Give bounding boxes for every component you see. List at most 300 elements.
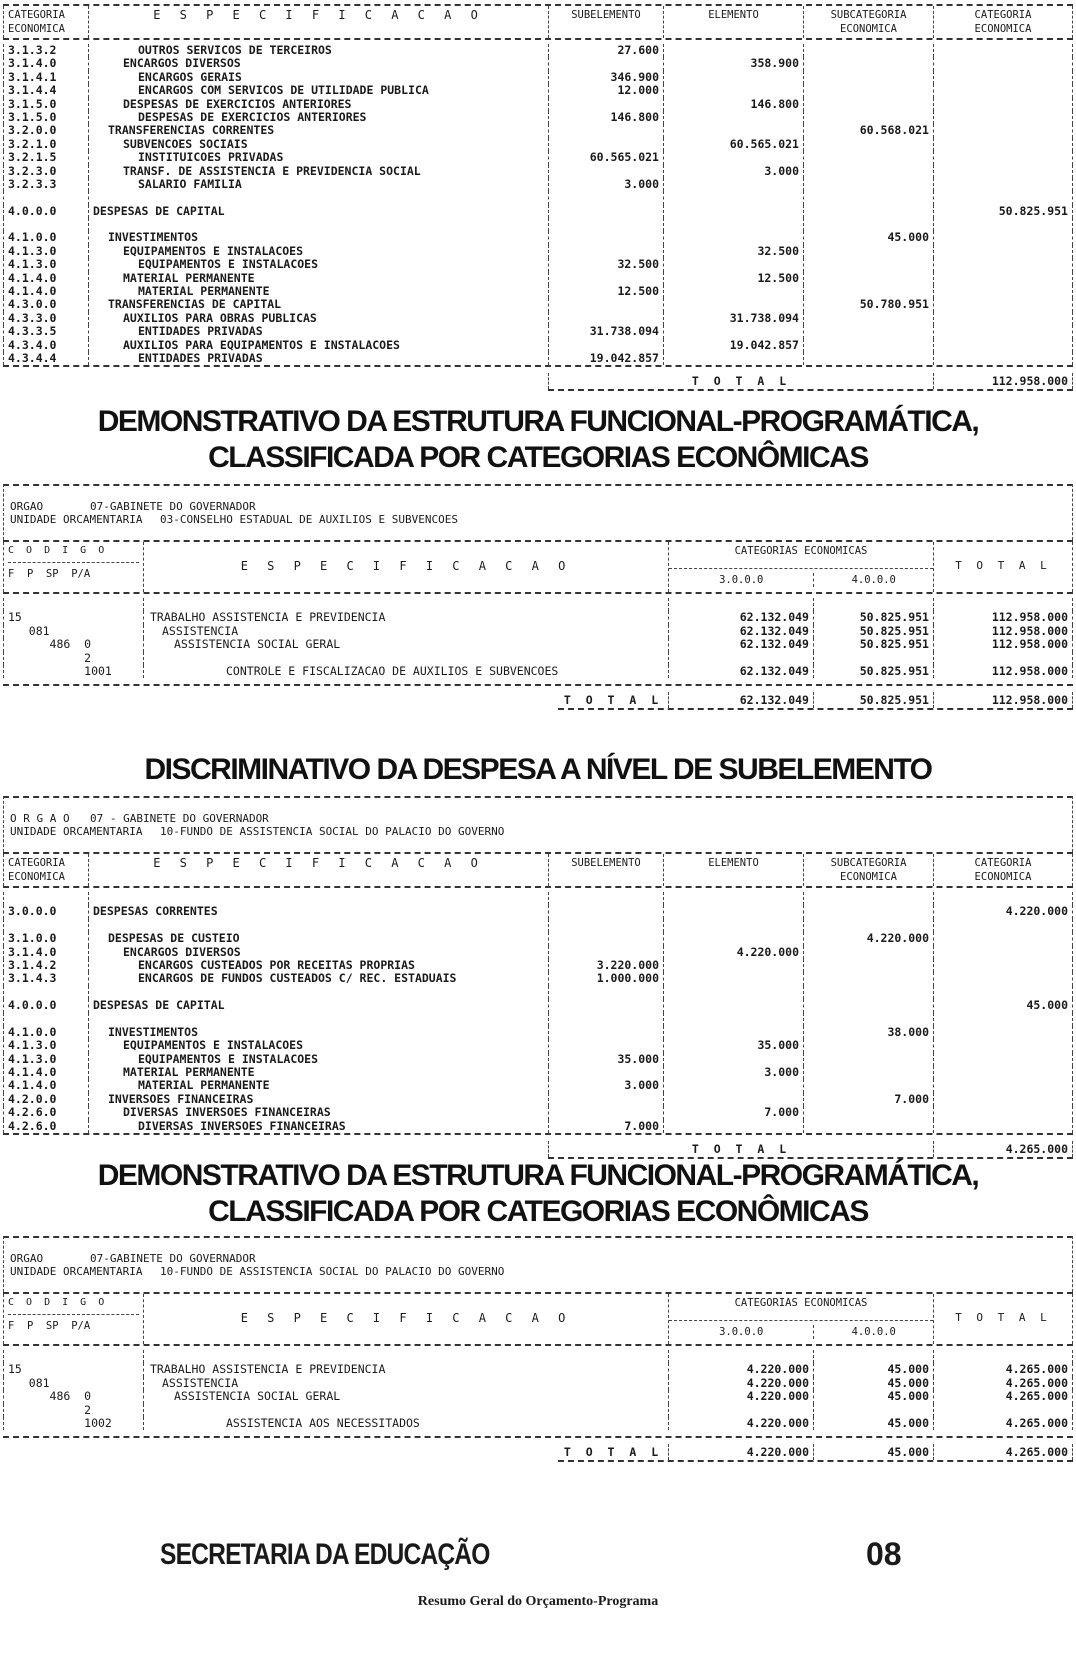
- header-codigo: C O D I G O: [8, 1297, 108, 1308]
- categoria-cell: [933, 339, 1073, 352]
- subcategoria-cell: [803, 1013, 933, 1026]
- spec-cell: ENTIDADES PRIVADAS: [88, 325, 548, 338]
- cat-3000-cell: [668, 1404, 813, 1417]
- categoria-cell: [933, 1026, 1073, 1039]
- subcategoria-cell: [803, 111, 933, 124]
- subcategoria-cell: [803, 905, 933, 918]
- cat-4000-cell: 45.000: [813, 1390, 933, 1403]
- subelemento-cell: [548, 218, 663, 231]
- categoria-cell: [933, 98, 1073, 111]
- subelemento-cell: 3.220.000: [548, 959, 663, 972]
- categoria-cell: [933, 959, 1073, 972]
- header-total: T O T A L: [933, 1294, 1073, 1344]
- table-row: [3, 1093, 1073, 1106]
- table-row: [3, 339, 1073, 352]
- code-cell: [3, 1013, 88, 1026]
- code-cell: 1002: [3, 1417, 143, 1430]
- cat-4000-cell: 45.000: [813, 1417, 933, 1430]
- cat-3000-cell: 4.220.000: [668, 1377, 813, 1390]
- spec-cell: DESPESAS DE EXERCICIOS ANTERIORES: [88, 98, 548, 111]
- header-code-columns: F P SP P/A: [8, 1314, 139, 1333]
- spec-cell: EQUIPAMENTOS E INSTALACOES: [88, 1053, 548, 1066]
- spec-cell: AUXILIOS PARA OBRAS PUBLICAS: [88, 312, 548, 325]
- elemento-cell: [663, 218, 803, 231]
- table-row: [3, 946, 1073, 959]
- subcategoria-cell: [803, 1120, 933, 1133]
- categoria-cell: [933, 258, 1073, 271]
- subcategoria-cell: 4.220.000: [803, 932, 933, 945]
- cat-3000-cell: [668, 598, 813, 611]
- spec-cell: DESPESAS DE CAPITAL: [88, 205, 548, 218]
- spec-cell: [143, 1350, 668, 1363]
- categoria-cell: [933, 44, 1073, 57]
- header-subelemento: SUBELEMENTO: [548, 854, 663, 886]
- elemento-cell: [663, 1053, 803, 1066]
- subelemento-cell: 12.500: [548, 285, 663, 298]
- table-row: [3, 205, 1073, 218]
- subcategoria-cell: [803, 98, 933, 111]
- spec-cell: DIVERSAS INVERSOES FINANCEIRAS: [88, 1120, 548, 1133]
- table-header: [3, 540, 1073, 594]
- table-row: [3, 1363, 1073, 1376]
- unit-info: [3, 484, 1073, 540]
- title-line: CLASSIFICADA POR CATEGORIAS ECONÔMICAS: [208, 441, 868, 474]
- subelemento-cell: 35.000: [548, 1053, 663, 1066]
- total-row: [548, 373, 1073, 391]
- elemento-cell: 60.565.021: [663, 138, 803, 151]
- categoria-cell: [933, 1093, 1073, 1106]
- table-row: [3, 932, 1073, 945]
- code-cell: 3.1.3.2: [3, 44, 88, 57]
- total-cell: 4.265.000: [933, 1377, 1073, 1390]
- code-cell: 4.2.6.0: [3, 1120, 88, 1133]
- table-row: [3, 905, 1073, 918]
- elemento-cell: [663, 1120, 803, 1133]
- functional-table-conselho: [3, 484, 1073, 710]
- categoria-cell: [933, 919, 1073, 932]
- spec-cell: INVERSOES FINANCEIRAS: [88, 1093, 548, 1106]
- subelemento-cell: [548, 98, 663, 111]
- table-row: [3, 218, 1073, 231]
- code-cell: 4.3.4.0: [3, 339, 88, 352]
- section-title-discriminativo: [0, 752, 1076, 788]
- subcategoria-cell: [803, 892, 933, 905]
- categoria-cell: 45.000: [933, 999, 1073, 1012]
- cat-4000-cell: 50.825.951: [813, 611, 933, 624]
- code-cell: 3.0.0.0: [3, 905, 88, 918]
- header-elemento: ELEMENTO: [663, 6, 803, 38]
- code-cell: 4.1.3.0: [3, 1053, 88, 1066]
- spec-cell: [88, 986, 548, 999]
- orgao-value: 07-GABINETE DO GOVERNADOR: [90, 1252, 256, 1265]
- spec-cell: DESPESAS DE EXERCICIOS ANTERIORES: [88, 111, 548, 124]
- total-label: T O T A L: [563, 693, 663, 708]
- header-3000: 3.0.0.0: [719, 1326, 764, 1338]
- spec-cell: SALARIO FAMILIA: [88, 178, 548, 191]
- table-row: [3, 892, 1073, 905]
- table-row: [3, 1417, 1073, 1430]
- spec-cell: MATERIAL PERMANENTE: [88, 1079, 548, 1092]
- elemento-cell: [663, 44, 803, 57]
- code-cell: 3.1.0.0: [3, 932, 88, 945]
- spec-cell: EQUIPAMENTOS E INSTALACOES: [88, 1039, 548, 1052]
- code-cell: 3.2.3.0: [3, 165, 88, 178]
- code-cell: 3.1.5.0: [3, 98, 88, 111]
- elemento-cell: 4.220.000: [663, 946, 803, 959]
- elemento-cell: [663, 84, 803, 97]
- title-line: DEMONSTRATIVO DA ESTRUTURA FUNCIONAL-PROGRAMÁTICA,: [97, 1159, 979, 1192]
- table-row: [3, 191, 1073, 204]
- categoria-cell: [933, 272, 1073, 285]
- table-row: [3, 285, 1073, 298]
- unidade-value: 10-FUNDO DE ASSISTENCIA SOCIAL DO PALACIO DO GOVERNO: [160, 1265, 505, 1278]
- unidade-label: UNIDADE ORCAMENTARIA: [10, 825, 143, 838]
- categoria-cell: [933, 972, 1073, 985]
- subcategoria-cell: 50.780.951: [803, 298, 933, 311]
- spec-cell: DESPESAS DE CAPITAL: [88, 999, 548, 1012]
- footer-subtitle: Resumo Geral do Orçamento-Programa: [417, 1594, 659, 1609]
- unidade-value: 10-FUNDO DE ASSISTENCIA SOCIAL DO PALACIO DO GOVERNO: [160, 825, 505, 838]
- total-cell: 4.265.000: [933, 1390, 1073, 1403]
- code-cell: 4.0.0.0: [3, 205, 88, 218]
- subcategoria-cell: 60.568.021: [803, 124, 933, 137]
- subelemento-cell: 60.565.021: [548, 151, 663, 164]
- elemento-cell: 12.500: [663, 272, 803, 285]
- elemento-cell: [663, 999, 803, 1012]
- header-categorias-economicas: CATEGORIAS ECONOMICAS: [734, 1297, 868, 1309]
- header-economica: ECONOMICA: [974, 23, 1032, 35]
- spec-cell: ASSISTENCIA: [143, 625, 668, 638]
- orgao-label: ORGAO: [10, 1252, 44, 1265]
- categoria-cell: [933, 1066, 1073, 1079]
- elemento-cell: [663, 892, 803, 905]
- table-row: [3, 1079, 1073, 1092]
- subelement-table-fundo: [3, 796, 1073, 1159]
- total-cell: [933, 1404, 1073, 1417]
- categoria-cell: [933, 178, 1073, 191]
- code-cell: 3.2.0.0: [3, 124, 88, 137]
- total-label: T O T A L: [563, 1445, 663, 1460]
- spec-cell: ASSISTENCIA: [143, 1377, 668, 1390]
- total-cell: 112.958.000: [933, 625, 1073, 638]
- code-cell: 4.1.0.0: [3, 231, 88, 244]
- categoria-cell: [933, 191, 1073, 204]
- categoria-cell: [933, 932, 1073, 945]
- table-row: [3, 138, 1073, 151]
- subcategoria-cell: [803, 218, 933, 231]
- subcategoria-cell: [803, 71, 933, 84]
- total-value: 4.265.000: [933, 1444, 1073, 1460]
- subelemento-cell: [548, 892, 663, 905]
- spec-cell: INVESTIMENTOS: [88, 1026, 548, 1039]
- subcategoria-cell: [803, 1066, 933, 1079]
- table-row: [3, 178, 1073, 191]
- table-row: [3, 1066, 1073, 1079]
- categoria-cell: [933, 312, 1073, 325]
- code-cell: [3, 1350, 143, 1363]
- spec-cell: TRABALHO ASSISTENCIA E PREVIDENCIA: [143, 1363, 668, 1376]
- spec-cell: SUBVENCOES SOCIAIS: [88, 138, 548, 151]
- subelemento-cell: 32.500: [548, 258, 663, 271]
- table-row: [3, 665, 1073, 678]
- subelemento-cell: 12.000: [548, 84, 663, 97]
- subcategoria-cell: [803, 312, 933, 325]
- table-row: [3, 1404, 1073, 1417]
- table-row: [3, 919, 1073, 932]
- subcategoria-cell: [803, 138, 933, 151]
- subelemento-cell: 146.800: [548, 111, 663, 124]
- subcategoria-cell: [803, 919, 933, 932]
- code-cell: 15: [3, 1363, 143, 1376]
- spec-cell: MATERIAL PERMANENTE: [88, 1066, 548, 1079]
- cat-3000-cell: 62.132.049: [668, 638, 813, 651]
- subelemento-cell: 3.000: [548, 178, 663, 191]
- elemento-cell: [663, 285, 803, 298]
- spec-cell: DESPESAS CORRENTES: [88, 905, 548, 918]
- categoria-cell: [933, 165, 1073, 178]
- secretaria-number: 08: [866, 1536, 902, 1572]
- table-row: [3, 98, 1073, 111]
- spec-cell: [88, 191, 548, 204]
- cat-3000-cell: [668, 652, 813, 665]
- subelemento-cell: [548, 231, 663, 244]
- subcategoria-cell: [803, 84, 933, 97]
- code-cell: 3.2.3.3: [3, 178, 88, 191]
- spec-cell: [143, 598, 668, 611]
- table-row: [3, 1013, 1073, 1026]
- subcategoria-cell: [803, 44, 933, 57]
- table-row: [3, 231, 1073, 244]
- spec-cell: ASSISTENCIA AOS NECESSITADOS: [143, 1417, 668, 1430]
- total-4000: 45.000: [813, 1444, 933, 1460]
- code-cell: 3.1.5.0: [3, 111, 88, 124]
- elemento-cell: [663, 919, 803, 932]
- table-row: [3, 298, 1073, 311]
- elemento-cell: [663, 151, 803, 164]
- header-code-columns: F P SP P/A: [8, 562, 139, 581]
- header-categoria: CATEGORIA: [974, 9, 1032, 21]
- categoria-cell: [933, 298, 1073, 311]
- subelemento-cell: [548, 946, 663, 959]
- table-header: [3, 852, 1073, 888]
- title-line: DEMONSTRATIVO DA ESTRUTURA FUNCIONAL-PROGRAMÁTICA,: [97, 405, 979, 438]
- spec-cell: ENCARGOS DIVERSOS: [88, 946, 548, 959]
- subelemento-cell: [548, 312, 663, 325]
- categoria-cell: [933, 1053, 1073, 1066]
- elemento-cell: [663, 1013, 803, 1026]
- code-cell: 3.1.4.4: [3, 84, 88, 97]
- subcategoria-cell: [803, 972, 933, 985]
- categoria-cell: [933, 1079, 1073, 1092]
- functional-table-fundo: [3, 1236, 1073, 1462]
- table-row: [3, 71, 1073, 84]
- elemento-cell: [663, 111, 803, 124]
- table-row: [3, 1390, 1073, 1403]
- categoria-cell: [933, 151, 1073, 164]
- orgao-value: 07-GABINETE DO GOVERNADOR: [90, 500, 256, 513]
- subcategoria-cell: [803, 339, 933, 352]
- table-row: [3, 84, 1073, 97]
- table-row: [3, 625, 1073, 638]
- header-elemento: ELEMENTO: [663, 854, 803, 886]
- code-cell: 4.1.3.0: [3, 245, 88, 258]
- categoria-cell: [933, 1039, 1073, 1052]
- table-row: [3, 258, 1073, 271]
- subcategoria-cell: [803, 245, 933, 258]
- code-cell: 4.3.0.0: [3, 298, 88, 311]
- subelemento-cell: [548, 999, 663, 1012]
- code-cell: 4.1.4.0: [3, 1066, 88, 1079]
- elemento-cell: 31.738.094: [663, 312, 803, 325]
- header-especificacao: E S P E C I F I C A C A O: [143, 542, 668, 592]
- cat-3000-cell: 4.220.000: [668, 1390, 813, 1403]
- elemento-cell: [663, 1026, 803, 1039]
- subcategoria-cell: [803, 258, 933, 271]
- table-row: [3, 272, 1073, 285]
- code-cell: 4.1.4.0: [3, 1079, 88, 1092]
- header-economica: ECONOMICA: [8, 23, 65, 35]
- total-value: 112.958.000: [933, 373, 1073, 389]
- subelemento-cell: [548, 905, 663, 918]
- subcategoria-cell: [803, 205, 933, 218]
- subelemento-cell: [548, 124, 663, 137]
- subelemento-cell: [548, 1026, 663, 1039]
- table-row: [3, 124, 1073, 137]
- categoria-cell: [933, 138, 1073, 151]
- spec-cell: [88, 892, 548, 905]
- subcategoria-cell: 38.000: [803, 1026, 933, 1039]
- categoria-cell: [933, 1120, 1073, 1133]
- categoria-cell: 50.825.951: [933, 205, 1073, 218]
- cat-4000-cell: [813, 1350, 933, 1363]
- elemento-cell: [663, 325, 803, 338]
- elemento-cell: 3.000: [663, 165, 803, 178]
- elemento-cell: 35.000: [663, 1039, 803, 1052]
- table-row: [3, 151, 1073, 164]
- spec-cell: MATERIAL PERMANENTE: [88, 272, 548, 285]
- subelemento-cell: [548, 932, 663, 945]
- elemento-cell: [663, 1093, 803, 1106]
- table-row: [3, 352, 1073, 365]
- table-row: [3, 325, 1073, 338]
- header-especificacao: E S P E C I F I C A C A O: [88, 6, 548, 38]
- subcategoria-cell: [803, 57, 933, 70]
- cat-4000-cell: [813, 652, 933, 665]
- categoria-cell: [933, 245, 1073, 258]
- elemento-cell: 32.500: [663, 245, 803, 258]
- code-cell: 3.1.4.2: [3, 959, 88, 972]
- code-cell: 4.2.0.0: [3, 1093, 88, 1106]
- categoria-cell: [933, 1106, 1073, 1119]
- elemento-cell: [663, 191, 803, 204]
- header-subelemento: SUBELEMENTO: [548, 6, 663, 38]
- title-line: DISCRIMINATIVO DA DESPESA A NÍVEL DE SUBELEMENTO: [144, 753, 932, 786]
- header-especificacao: E S P E C I F I C A C A O: [143, 1294, 668, 1344]
- spec-cell: ENTIDADES PRIVADAS: [88, 352, 548, 365]
- cat-3000-cell: [668, 1350, 813, 1363]
- table-row: [3, 652, 1073, 665]
- categoria-cell: [933, 57, 1073, 70]
- spec-cell: INVESTIMENTOS: [88, 231, 548, 244]
- subcategoria-cell: [803, 165, 933, 178]
- code-cell: 4.3.3.0: [3, 312, 88, 325]
- code-cell: 4.1.3.0: [3, 1039, 88, 1052]
- categoria-cell: [933, 352, 1073, 365]
- table-row: [3, 312, 1073, 325]
- table-header: [3, 4, 1073, 40]
- cat-4000-cell: 50.825.951: [813, 665, 933, 678]
- elemento-cell: [663, 972, 803, 985]
- code-cell: 3.1.4.1: [3, 71, 88, 84]
- unidade-value: 03-CONSELHO ESTADUAL DE AUXILIOS E SUBVENCOES: [160, 513, 459, 526]
- spec-cell: ENCARGOS COM SERVICOS DE UTILIDADE PUBLICA: [88, 84, 548, 97]
- cat-4000-cell: [813, 598, 933, 611]
- table-row: [3, 1053, 1073, 1066]
- code-cell: 4.1.4.0: [3, 272, 88, 285]
- elemento-cell: [663, 231, 803, 244]
- categoria-cell: [933, 84, 1073, 97]
- table-row: [3, 57, 1073, 70]
- subelemento-cell: 3.000: [548, 1079, 663, 1092]
- total-value: 112.958.000: [933, 692, 1073, 708]
- subelemento-cell: [548, 1013, 663, 1026]
- orgao-label: ORGAO: [10, 500, 44, 513]
- code-cell: [3, 986, 88, 999]
- subcategoria-cell: [803, 1053, 933, 1066]
- elemento-cell: [663, 986, 803, 999]
- table-header: [3, 1292, 1073, 1346]
- spec-cell: DESPESAS DE CUSTEIO: [88, 932, 548, 945]
- elemento-cell: 146.800: [663, 98, 803, 111]
- elemento-cell: 7.000: [663, 1106, 803, 1119]
- cat-4000-cell: [813, 1404, 933, 1417]
- subelemento-cell: [548, 298, 663, 311]
- categoria-cell: [933, 218, 1073, 231]
- cat-4000-cell: 50.825.951: [813, 638, 933, 651]
- subcategoria-cell: [803, 191, 933, 204]
- elemento-cell: [663, 959, 803, 972]
- table-row: [3, 1377, 1073, 1390]
- elemento-cell: 19.042.857: [663, 339, 803, 352]
- cat-3000-cell: 62.132.049: [668, 665, 813, 678]
- elemento-cell: [663, 905, 803, 918]
- subelemento-cell: [548, 986, 663, 999]
- code-cell: 4.2.6.0: [3, 1106, 88, 1119]
- code-cell: 4.1.0.0: [3, 1026, 88, 1039]
- spec-cell: [88, 218, 548, 231]
- elemento-cell: [663, 352, 803, 365]
- code-cell: [3, 919, 88, 932]
- total-row: [558, 692, 1073, 710]
- table-row: [3, 111, 1073, 124]
- unit-info: [3, 1236, 1073, 1292]
- code-cell: 486 0: [3, 1390, 143, 1403]
- code-cell: 3.1.4.0: [3, 57, 88, 70]
- header-economica: ECONOMICA: [974, 871, 1032, 883]
- subelemento-cell: 1.000.000: [548, 972, 663, 985]
- unit-info: [3, 796, 1073, 852]
- subcategoria-cell: [803, 1039, 933, 1052]
- cat-3000-cell: 4.220.000: [668, 1363, 813, 1376]
- categoria-cell: [933, 124, 1073, 137]
- total-cell: 112.958.000: [933, 638, 1073, 651]
- categoria-cell: [933, 285, 1073, 298]
- categoria-cell: [933, 71, 1073, 84]
- spec-cell: EQUIPAMENTOS E INSTALACOES: [88, 245, 548, 258]
- categoria-cell: [933, 946, 1073, 959]
- elemento-cell: 3.000: [663, 1066, 803, 1079]
- subelemento-cell: [548, 57, 663, 70]
